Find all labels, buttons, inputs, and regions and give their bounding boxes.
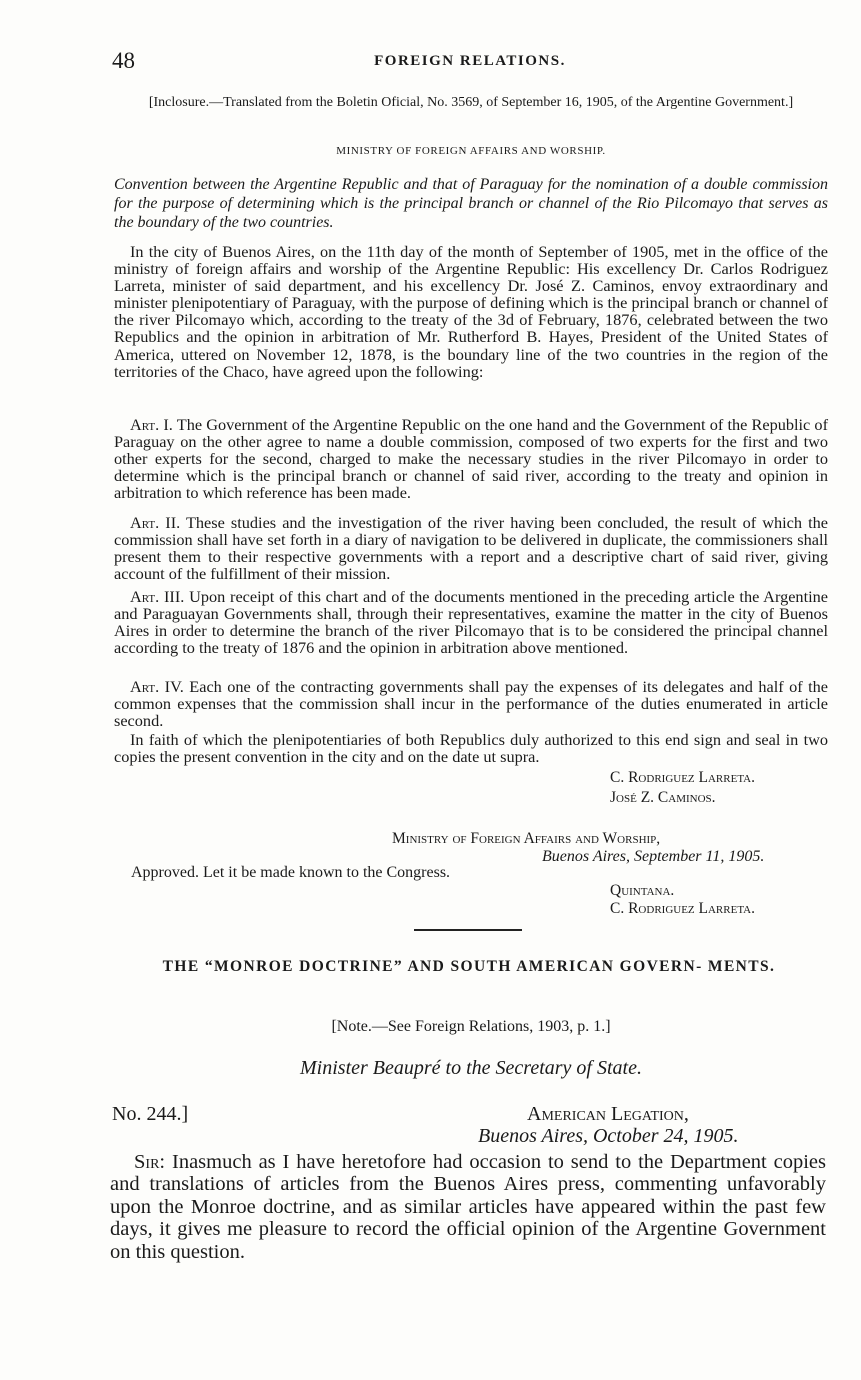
convention-title: Convention between the Argentine Republic and that of Paraguay for the nomination of a double commission for the purpose of determining which is the principal branch or channel of the Rio Pilcomayo that serves as the boundary of the two countries.	[114, 176, 828, 231]
article-label: Art. IV.	[130, 677, 184, 696]
letter-place-date: Buenos Aires, October 24, 1905.	[478, 1125, 739, 1147]
article-label: Art. I.	[130, 415, 173, 434]
article-text: Each one of the contracting governments shall pay the expenses of its delegates and half of the common expenses that the commission shall incur in the performance of the duties enumerated in article second.	[114, 677, 828, 731]
article-2	[114, 514, 828, 582]
approval-place-date: Buenos Aires, September 11, 1905.	[542, 848, 765, 865]
signatory-2: José Z. Caminos.	[610, 789, 716, 806]
approval-signer-2: C. Rodriguez Larreta.	[610, 900, 755, 917]
letter-text: Inasmuch as I have heretofore had occasion to send to the Department copies and translations of articles from the Buenos Aires press, commenting unfavorably upon the Monroe doctrine, and as similar articles have appeared within the past few days, it gives me pleasure to record the official opinion of the Argentine Government on this question.	[110, 1151, 827, 1263]
article-label: Art. III.	[130, 587, 185, 606]
ministry-heading: MINISTRY OF FOREIGN AFFAIRS AND WORSHIP.	[336, 145, 606, 157]
article-4	[114, 678, 828, 729]
article-text: Upon receipt of this chart and of the documents mentioned in the preceding article the Argentine and Paraguayan Governments shall, through their representatives, examine the matter in the city of Buenos Aires in order to determine the branch of the river Pilcomayo that is to be considered the principal channel according to the treaty of 1876 and the opinion in arbitration above mentioned.	[114, 587, 828, 658]
running-title: FOREIGN RELATIONS.	[374, 53, 566, 69]
signatory-1: C. Rodriguez Larreta.	[610, 769, 755, 786]
legation-name: American Legation,	[527, 1103, 689, 1125]
article-3	[114, 588, 828, 656]
page-header	[112, 48, 828, 76]
article-text: These studies and the investigation of the river having been concluded, the result of which the commission shall have set forth in a diary of navigation to be delivered in duplicate, the commissioners shall present them to their respective governments with a report and a descriptive chart of said river, giving account of the fulfillment of their mission.	[114, 513, 828, 584]
letter-title: Minister Beaupré to the Secretary of State.	[300, 1057, 642, 1079]
section-heading: THE “MONROE DOCTRINE” AND SOUTH AMERICAN GOVERN- MENTS.	[162, 958, 776, 975]
letter-body	[110, 1151, 826, 1263]
approval-signer-1: Quintana.	[610, 882, 675, 899]
article-label: Art. II.	[130, 513, 181, 532]
article-1	[114, 416, 828, 501]
inclosure-note: [Inclosure.—Translated from the Boletin Oficial, No. 3569, of September 16, 1905, of the Argentine Government.]	[148, 95, 794, 110]
approval-ministry: Ministry of Foreign Affairs and Worship,	[392, 830, 661, 847]
closing-paragraph: In faith of which the plenipotentiaries of both Republics duly authorized to this end sign and seal in two copies the present convention in the city and on the date ut supra.	[114, 730, 828, 767]
article-text: The Government of the Argentine Republic on the one hand and the Government of the Republic of Paraguay on the other agree to name a double commission, composed of two experts for the first and two other experts for the second, charged to make the necessary studies in the river Pilcomayo in order to determine which is the principal branch or channel of said river, according to the treaty and opinion in arbitration to which reference has been made.	[114, 415, 828, 503]
page-number: 48	[112, 48, 135, 73]
section-divider	[414, 929, 522, 931]
approval-text: Approved. Let it be made known to the Congress.	[131, 864, 451, 881]
intro-paragraph: In the city of Buenos Aires, on the 11th day of the month of September of 1905, met in the office of the ministry of foreign affairs and worship of the Argentine Republic: His excellency Dr. Carlos Rodriguez Larreta, minister of said department, and his excellency Dr. José Z. Caminos, envoy extraordinary and minister plenipotentiary of Paraguay, with the purpose of defining which is the principal branch or channel of the river Pilcomayo which, according to the treaty of the 3d of February, 1876, celebrated between the two Republics and the opinion in arbitration of Mr. Rutherford B. Hayes, President of the United States of America, uttered on November 12, 1878, is the boundary line of the two countries in the region of the territories of the Chaco, have agreed upon the following:	[114, 242, 828, 381]
section-note: [Note.—See Foreign Relations, 1903, p. 1.]	[331, 1018, 611, 1035]
despatch-number: No. 244.]	[112, 1103, 189, 1125]
salutation: Sir:	[134, 1151, 166, 1173]
